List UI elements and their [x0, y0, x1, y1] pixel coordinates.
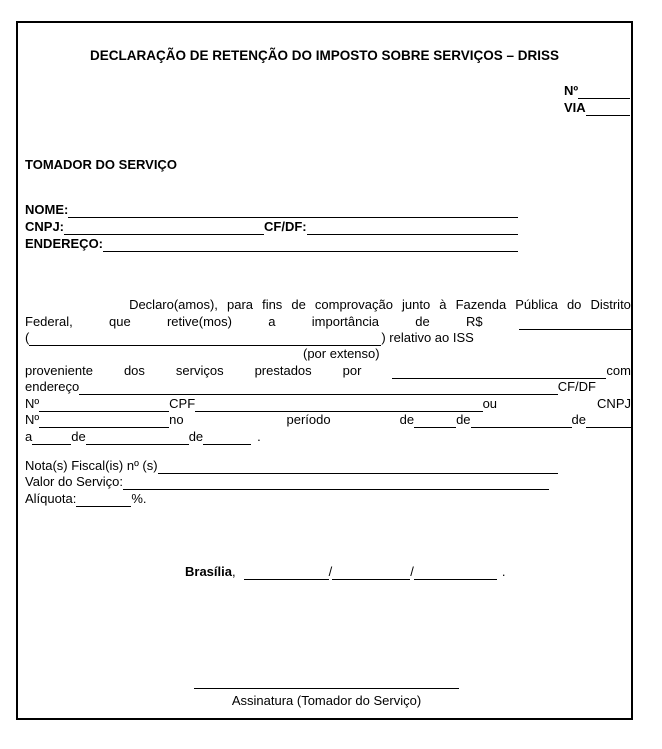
nome-blank[interactable] [68, 201, 518, 218]
decl-word: Pública [515, 297, 558, 312]
date-year-blank[interactable] [414, 563, 497, 580]
declaration-line-1 [25, 296, 631, 313]
justify-spacer [331, 427, 400, 428]
cfdf-word: CF/DF [557, 379, 596, 394]
nome-label: NOME: [25, 202, 69, 217]
declaration-line-2 [25, 313, 631, 330]
decl-word: a [268, 314, 276, 329]
decl-word: serviços [175, 363, 224, 378]
declaration-line-9 [25, 428, 261, 445]
period-end-year-blank[interactable] [203, 428, 251, 445]
declaration-line-7 [25, 395, 631, 412]
date-slash: / [328, 564, 333, 579]
cnpj-row [25, 218, 518, 235]
ou-word: ou [482, 396, 498, 411]
de-word: de [399, 412, 415, 427]
date-day-blank[interactable] [244, 563, 329, 580]
notas-fiscais-row [25, 457, 558, 474]
cnpj-blank[interactable] [64, 218, 264, 235]
number-label: Nº [564, 83, 579, 98]
declaration-line-6 [25, 378, 631, 395]
amount-in-words-blank[interactable] [29, 329, 381, 346]
de-word: de [571, 412, 586, 427]
decl-word: comprovação [314, 297, 393, 312]
decl-word: para [226, 297, 254, 312]
paren-open: ( [25, 330, 30, 345]
cfdf-number-blank[interactable] [39, 395, 169, 412]
aliquota-row [25, 490, 147, 507]
aliquota-label: Alíquota: [25, 491, 77, 506]
endereco-word: endereço [25, 379, 80, 394]
cpf-blank[interactable] [195, 395, 482, 412]
aliquota-blank[interactable] [76, 490, 131, 507]
comma: , [231, 564, 236, 579]
period-end-month-blank[interactable] [86, 428, 189, 445]
valor-servico-row [25, 473, 549, 490]
sentence-dot: . [501, 564, 506, 579]
endereco-label: ENDEREÇO: [25, 236, 104, 251]
city-label: Brasília [185, 564, 232, 579]
via-blank[interactable] [586, 99, 630, 116]
endereco-blank[interactable] [103, 235, 518, 252]
a-word: a [25, 429, 33, 444]
de-word: de [456, 412, 471, 427]
period-end-day-blank[interactable] [32, 428, 71, 445]
date-month-blank[interactable] [332, 563, 410, 580]
decl-word: por [342, 363, 362, 378]
periodo-word: período [286, 412, 331, 427]
cpf-word: CPF [169, 396, 196, 411]
decl-word: com [606, 363, 631, 378]
declaration-line-3 [25, 329, 631, 346]
decl-word: fins [262, 297, 283, 312]
cnpj-label: CNPJ: [25, 219, 65, 234]
relativo-iss-text: ) relativo ao ISS [381, 330, 474, 345]
declaration-line-8 [25, 411, 631, 428]
date-slash: / [410, 564, 414, 579]
valor-servico-label: Valor do Serviço: [25, 474, 124, 489]
cnpj-word: CNPJ [597, 396, 631, 411]
service-taker-header: TOMADOR DO SERVIÇO [25, 157, 177, 172]
cfdf-blank[interactable] [307, 218, 518, 235]
provider-blank-group [392, 362, 631, 379]
form-title: DECLARAÇÃO DE RETENÇÃO DO IMPOSTO SOBRE SERVIÇOS – DRISS [89, 48, 560, 63]
numero-word: Nº [25, 396, 40, 411]
nome-row [25, 201, 518, 218]
decl-word: que [108, 314, 131, 329]
signature-line[interactable] [194, 688, 459, 689]
decl-word: de [415, 314, 430, 329]
decl-word: Federal, [25, 314, 73, 329]
decl-word: Distrito [590, 297, 631, 312]
percent-suffix: %. [131, 491, 147, 506]
date-spacer [236, 579, 244, 580]
amount-blank[interactable] [519, 313, 631, 330]
via-row [564, 99, 630, 116]
de-word: de [188, 429, 204, 444]
decl-word: Declaro(amos), [129, 297, 218, 312]
de-word: de [71, 429, 86, 444]
decl-word: proveniente [25, 363, 93, 378]
via-label: VIA [564, 100, 586, 115]
notas-fiscais-label: Nota(s) Fiscal(is) nº (s) [25, 458, 158, 473]
decl-word: do [566, 297, 582, 312]
provider-name-blank[interactable] [392, 362, 606, 379]
decl-word: retive(mos) [166, 314, 232, 329]
number-blank[interactable] [578, 82, 630, 99]
valor-servico-blank[interactable] [123, 473, 549, 490]
decl-word: de [291, 297, 306, 312]
decl-word: prestados [254, 363, 312, 378]
decl-word: à [439, 297, 447, 312]
decl-word: junto [402, 297, 431, 312]
period-start-year-blank[interactable] [586, 411, 631, 428]
copy-number-row [564, 82, 630, 99]
declaration-line-5 [25, 362, 631, 379]
provider-address-blank[interactable] [79, 378, 558, 395]
sentence-dot: . [257, 429, 261, 444]
decl-word: dos [123, 363, 145, 378]
period-start-month-blank[interactable] [471, 411, 572, 428]
signature-caption: Assinatura (Tomador do Serviço) [231, 693, 422, 708]
numero-word: Nº [25, 412, 40, 427]
por-extenso-caption: (por extenso) [303, 346, 380, 361]
cnpj-number-blank[interactable] [39, 411, 169, 428]
date-row [185, 563, 505, 580]
decl-word: R$ [466, 314, 483, 329]
cfdf-label: CF/DF: [264, 219, 307, 234]
decl-word: Fazenda [455, 297, 507, 312]
endereco-row [25, 235, 518, 252]
no-word: no [169, 412, 184, 427]
period-start-day-blank[interactable] [414, 411, 456, 428]
notas-fiscais-blank[interactable] [158, 457, 558, 474]
form-sheet [16, 21, 633, 720]
decl-word: importância [311, 314, 379, 329]
